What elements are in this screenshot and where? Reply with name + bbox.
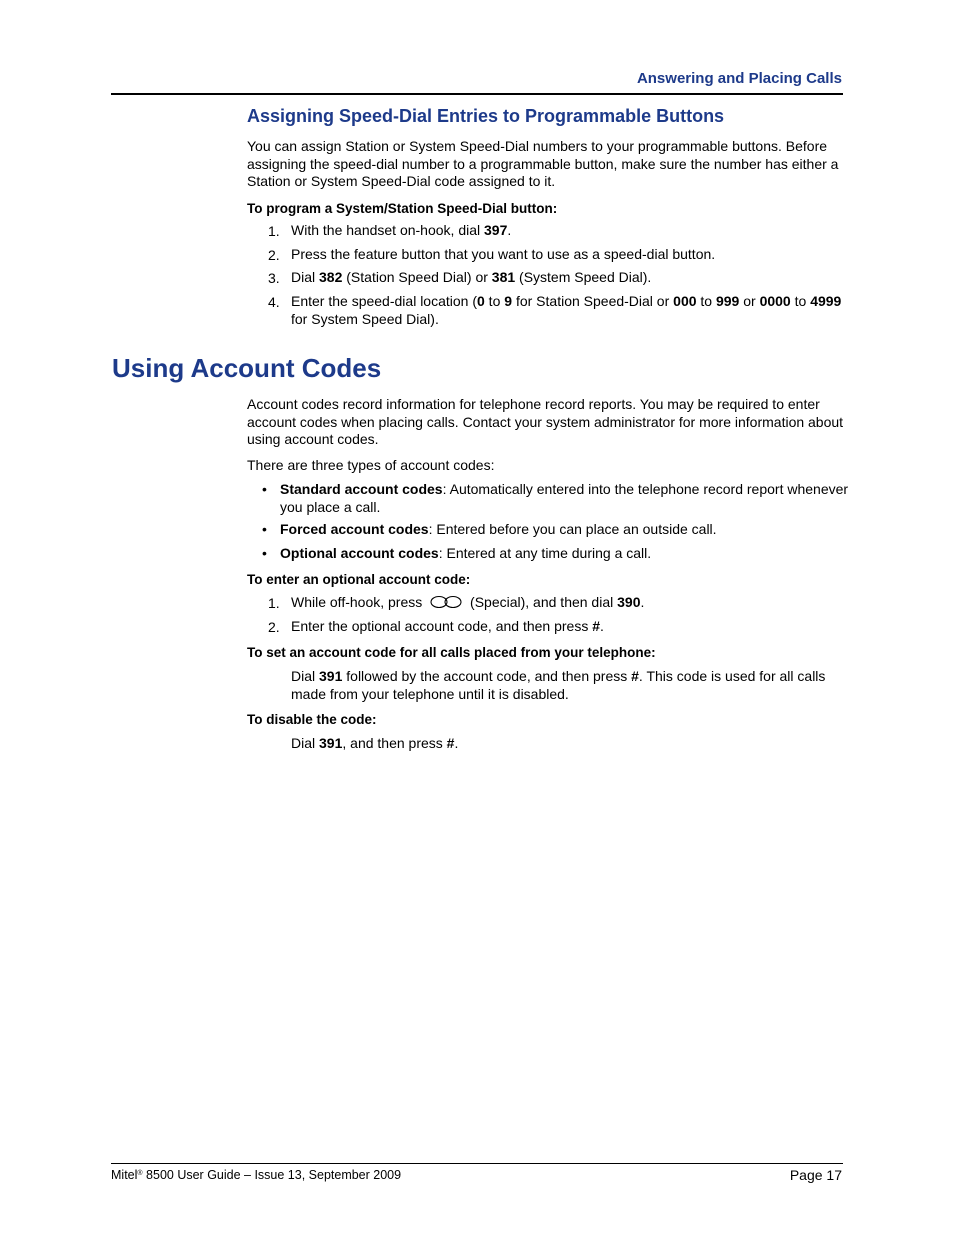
- footer-rule: [111, 1163, 843, 1164]
- optional-step-2: Enter the optional account code, and then press #.: [291, 618, 604, 634]
- bullet: •: [262, 481, 267, 497]
- section-heading-speed-dial: Assigning Speed-Dial Entries to Programmable Buttons: [247, 106, 725, 126]
- footer-document-title: Mitel® 8500 User Guide – Issue 13, September 2009: [111, 1168, 402, 1182]
- step-number: 2.: [268, 247, 280, 263]
- disable-instruction: Dial 391, and then press #.: [291, 735, 459, 751]
- header-rule: [111, 93, 843, 95]
- procedure-title-all-calls: To set an account code for all calls placed from your telephone:: [247, 645, 656, 660]
- page-number: Page 17: [789, 1167, 842, 1183]
- step-number: 4.: [268, 294, 280, 310]
- step-2: Press the feature button that you want to use as a speed-dial button.: [291, 246, 716, 262]
- page-title-account-codes: Using Account Codes: [112, 353, 382, 383]
- type-optional: Optional account codes: Entered at any time during a call.: [280, 545, 652, 561]
- bullet: •: [262, 545, 267, 561]
- running-header: Answering and Placing Calls: [636, 70, 842, 87]
- step-4: Enter the speed-dial location (0 to 9 for Station Speed-Dial or 000 to 999 or 0000 to 4999 for System Speed Dial).: [291, 293, 842, 327]
- procedure-title-disable: To disable the code:: [247, 712, 377, 727]
- bullet: •: [262, 521, 267, 537]
- types-intro: There are three types of account codes:: [247, 457, 495, 473]
- step-number: 1.: [268, 223, 280, 239]
- speed-dial-intro: You can assign Station or System Speed-Dial numbers to your programmable buttons. Before assigning the speed-dial number to a programmable button, make sure the number has either a Station or System Speed-Dial code assigned to it.: [247, 138, 839, 189]
- account-codes-intro: Account codes record information for telephone record reports. You may be required to enter account codes when placing calls. Contact your system administrator for more information about using account codes.: [247, 396, 844, 447]
- step-number: 1.: [268, 595, 280, 611]
- type-forced: Forced account codes: Entered before you can place an outside call.: [280, 521, 717, 537]
- type-standard: Standard account codes: Automatically entered into the telephone record report whenever you place a call.: [280, 481, 849, 515]
- optional-step-1: While off-hook, press (Special), and then dial 390.: [291, 594, 645, 610]
- step-number: 3.: [268, 270, 280, 286]
- special-key-icon: [429, 595, 463, 609]
- step-1: With the handset on-hook, dial 397.: [291, 222, 512, 238]
- procedure-title-speed-dial: To program a System/Station Speed-Dial button:: [247, 201, 558, 216]
- all-calls-instruction: Dial 391 followed by the account code, and then press #. This code is used for all calls made from your telephone until it is disabled.: [291, 668, 826, 702]
- step-number: 2.: [268, 619, 280, 635]
- procedure-title-optional: To enter an optional account code:: [247, 572, 471, 587]
- step-3: Dial 382 (Station Speed Dial) or 381 (System Speed Dial).: [291, 269, 652, 285]
